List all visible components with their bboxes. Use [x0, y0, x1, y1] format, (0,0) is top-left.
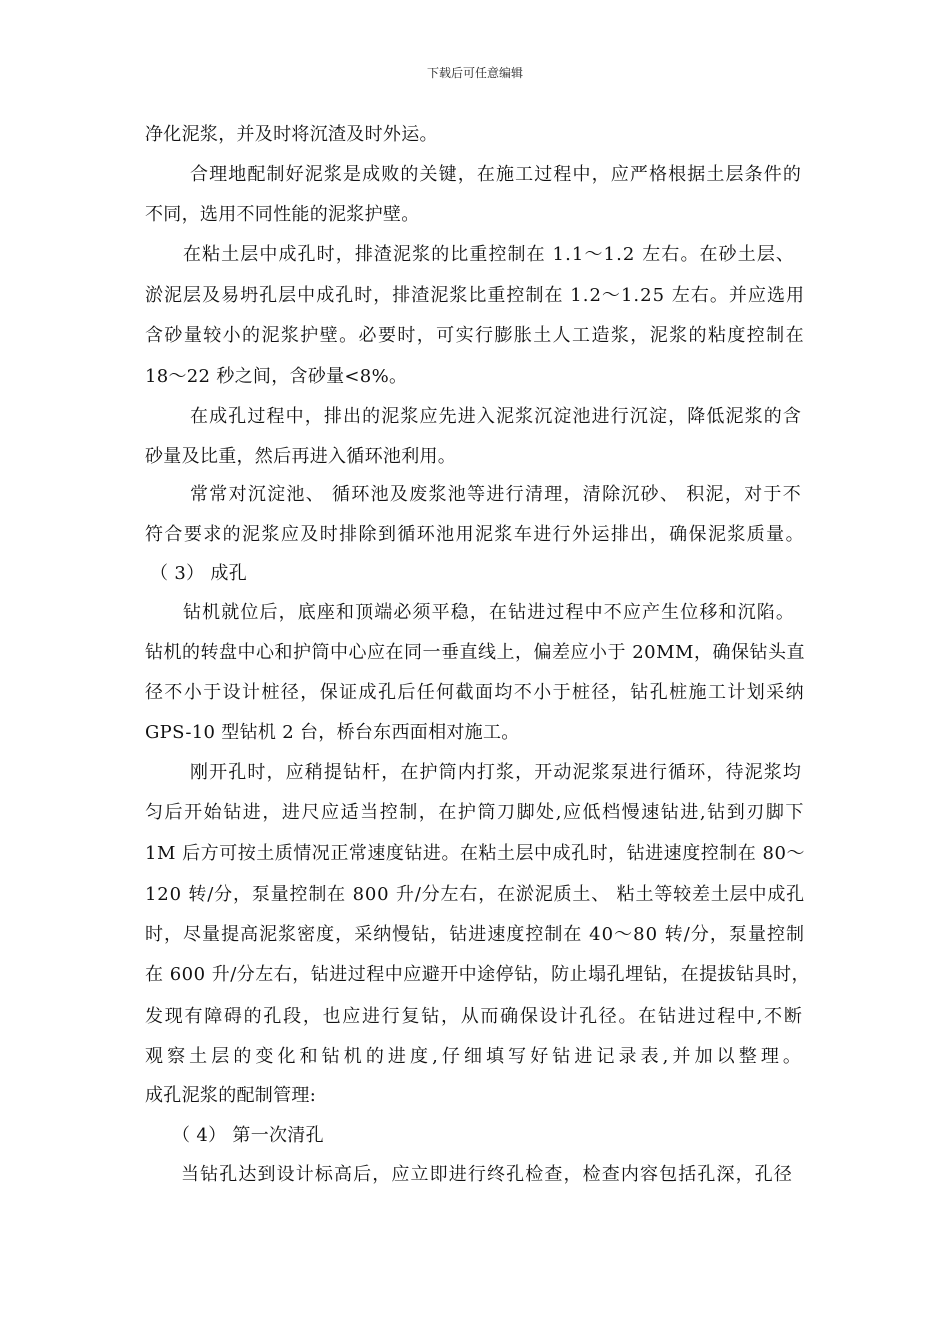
text-line: 在粘土层中成孔时，排渣泥浆的比重控制在 1.1～1.2 左右。在砂土层、 [183, 244, 796, 265]
text-line: 径不小于设计桩径，保证成孔后任何截面均不小于桩径，钻孔桩施工计划采纳 [145, 682, 806, 703]
section-heading: （ 3） 成孔 [150, 563, 247, 584]
text-line: 1M 后方可按土质情况正常速度钻进。在粘土层中成孔时，钻进速度控制在 80～ [145, 843, 805, 864]
text-line: 符合要求的泥浆应及时排除到循环池用泥浆车进行外运排出，确保泥浆质量。 [145, 524, 806, 545]
text-line: 钻机的转盘中心和护筒中心应在同一垂直线上，偏差应小于 20MM，确保钻头直 [145, 642, 805, 663]
text-line: 当钻孔达到设计标高后，应立即进行终孔检查，检查内容包括孔深，孔径 [181, 1164, 793, 1185]
text-line: 合理地配制好泥浆是成败的关键，在施工过程中，应严格根据土层条件的 [190, 164, 802, 185]
text-line: 120 转/分，泵量控制在 800 升/分左右，在淤泥质土、 粘土等较差土层中成孔 [145, 884, 806, 905]
text-line: 净化泥浆，并及时将沉渣及时外运。 [145, 124, 438, 145]
text-line: 淤泥层及易坍孔层中成孔时，排渣泥浆比重控制在 1.2～1.25 左右。并应选用 [145, 285, 806, 306]
section-heading: （ 4） 第一次清孔 [172, 1125, 324, 1146]
text-line: 常常对沉淀池、 循环池及废浆池等进行清理，清除沉砂、 积泥，对于不 [190, 484, 803, 505]
text-line: 在 600 升/分左右，钻进过程中应避开中途停钻，防止塌孔埋钻，在提拔钻具时， [145, 964, 811, 985]
text-line: 刚开孔时，应稍提钻杆，在护筒内打浆，开动泥浆泵进行循环，待泥浆均 [190, 762, 802, 783]
text-line: 在成孔过程中，排出的泥浆应先进入泥浆沉淀池进行沉淀，降低泥浆的含 [190, 406, 802, 427]
text-line: 时，尽量提高泥浆密度，采纳慢钻，钻进速度控制在 40～80 转/分，泵量控制 [145, 924, 805, 945]
text-line: 钻机就位后，底座和顶端必须平稳，在钻进过程中不应产生位移和沉陷。 [183, 602, 795, 623]
text-line: 成孔泥浆的配制管理: [145, 1085, 317, 1106]
text-line: GPS-10 型钻机 2 台，桥台东西面相对施工。 [145, 722, 520, 743]
text-line: 含砂量较小的泥浆护壁。必要时，可实行膨胀土人工造浆，泥浆的粘度控制在 [145, 325, 806, 346]
text-line: 不同，选用不同性能的泥浆护壁。 [145, 204, 420, 225]
page-header-note: 下载后可任意编辑 [426, 66, 523, 80]
text-line: 发现有障碍的孔段，也应进行复钻，从而确保设计孔径。在钻进过程中,不断 [145, 1006, 804, 1027]
text-line: 砂量及比重，然后再进入循环池利用。 [145, 446, 457, 467]
text-line: 观察土层的变化和钻机的进度,仔细填写好钻进记录表,并加以整理。 [145, 1046, 805, 1067]
text-line: 匀后开始钻进，进尺应适当控制，在护筒刀脚处,应低档慢速钻进,钻到刃脚下 [145, 802, 805, 823]
text-line: 18～22 秒之间，含砂量<8%。 [145, 366, 408, 387]
